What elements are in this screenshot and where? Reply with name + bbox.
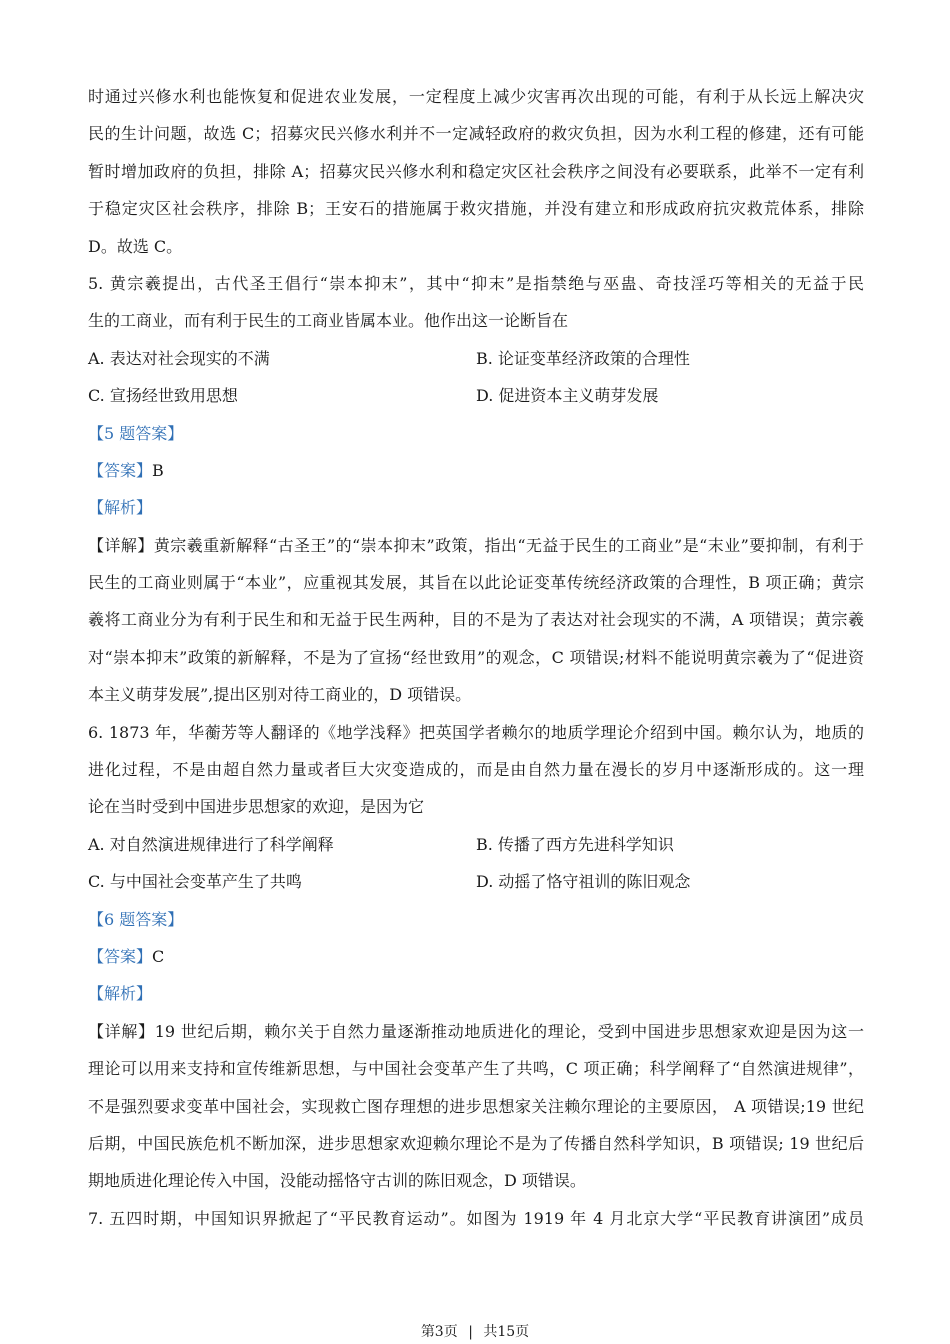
- answer-value: C: [152, 946, 165, 966]
- question-6-answer-header: 【6 题答案】: [88, 909, 184, 929]
- answer-label: 【答案】: [88, 460, 153, 480]
- question-6-options-row-2: [88, 863, 864, 900]
- question-5-options-row-2: [88, 377, 864, 414]
- page-number: 第3页: [420, 1324, 458, 1340]
- question-5-stem: 生的工商业，而有利于民生的工商业皆属本业。他作出这一论断旨在: [88, 311, 569, 331]
- question-6-detail: [88, 1013, 864, 1050]
- option-b: B. 传播了西方先进科学知识: [476, 834, 674, 854]
- question-5-detail-line: 本主义萌芽发展”,提出区别对待工商业的，D 项错误。: [88, 685, 472, 705]
- document-page: [88, 78, 864, 1237]
- detail-label: 【详解】: [88, 1021, 155, 1041]
- page-footer: [0, 1321, 950, 1341]
- detail-text: 19 世纪后期，赖尔关于自然力量逐渐推动地质进化的理论，受到中国进步思想家欢迎是因为这一: [154, 1021, 864, 1041]
- analysis-text-line: 时通过兴修水利也能恢复和促进农业发展，一定程度上减少灾害再次出现的可能，有利于从长远上解决灾: [88, 87, 864, 106]
- question-6-stem: 论在当时受到中国进步思想家的欢迎，是因为它: [88, 797, 425, 817]
- question-6-detail-line: 理论可以用来支持和宣传维新思想，与中国社会变革产生了共鸣，C 项正确；科学阐释了“自然演进规律”，: [88, 1059, 864, 1079]
- option-b: B. 论证变革经济政策的合理性: [476, 348, 690, 368]
- question-5-detail-line: 羲将工商业分为有利于民生和和无益于民生两种，目的不是为了表达对社会现实的不满，A 项错误；黄宗羲: [88, 610, 864, 630]
- question-5-detail: [88, 527, 864, 564]
- question-5-answer-header: 【5 题答案】: [88, 423, 184, 443]
- page-total: 共15页: [483, 1324, 530, 1340]
- question-6-detail-line: 期地质进化理论传入中国，没能动摇恪守古训的陈旧观念，D 项错误。: [88, 1171, 586, 1191]
- question-6-analysis-header: 【解析】: [88, 984, 153, 1004]
- analysis-text-line: 民的生计问题，故选 C；招募灾民兴修水利并不一定减轻政府的救灾负担，因为水利工程的修建，还有可能: [88, 124, 864, 144]
- question-5-detail-line: 民生的工商业则属于“本业”，应重视其发展，其旨在以此论证变革传统经济政策的合理性，B 项正确；黄宗: [88, 573, 864, 593]
- detail-label: 【详解】: [88, 535, 154, 555]
- analysis-text-line: 暂时增加政府的负担，排除 A；招募灾民兴修水利和稳定灾区社会秩序之间没有必要联系，此举不一定有利: [88, 161, 864, 181]
- question-5-detail-line: 对“崇本抑末”政策的新解释，不是为了宣扬“经世致用”的观念，C 项错误;材料不能说明黄宗羲为了“促进资: [88, 647, 864, 667]
- analysis-text-line: D。故选 C。: [88, 236, 183, 256]
- footer-separator: |: [468, 1324, 473, 1340]
- option-d: D. 促进资本主义萌芽发展: [476, 386, 659, 406]
- option-a: A. 对自然演进规律进行了科学阐释: [88, 834, 334, 854]
- question-6-stem: 进化过程，不是由超自然力量或者巨大灾变造成的，而是由自然力量在漫长的岁月中逐渐形成的。这一理: [88, 760, 864, 780]
- option-d: D. 动摇了恪守祖训的陈旧观念: [476, 872, 691, 892]
- answer-value: B: [152, 460, 164, 480]
- detail-text: 黄宗羲重新解释“古圣王”的“崇本抑末”政策，指出“无益于民生的工商业”是“末业”要抑制，有利于: [153, 535, 864, 555]
- analysis-text-line: 于稳定灾区社会秩序，排除 B；王安石的措施属于救灾措施，并没有建立和形成政府抗灾救荒体系，排除: [88, 199, 864, 219]
- question-5-answer: [88, 452, 864, 489]
- question-6-detail-line: 后期，中国民族危机不断加深，进步思想家欢迎赖尔理论不是为了传播自然科学知识，B 项错误; 19 世纪后: [88, 1133, 864, 1153]
- option-a: A. 表达对社会现实的不满: [88, 348, 270, 368]
- question-5-options-row-1: [88, 340, 864, 377]
- question-6-stem: 6. 1873 年，华蘅芳等人翻译的《地学浅释》把英国学者赖尔的地质学理论介绍到中国。赖尔认为，地质的: [88, 722, 864, 742]
- answer-label: 【答案】: [88, 946, 153, 966]
- question-7-stem: 7. 五四时期，中国知识界掀起了“平民教育运动”。如图为 1919 年 4 月北京大学“平民教育讲演团”成员: [88, 1208, 864, 1228]
- question-5-analysis-header: 【解析】: [88, 498, 153, 518]
- question-6-answer: [88, 938, 864, 975]
- question-6-options-row-1: [88, 826, 864, 863]
- option-c: C. 与中国社会变革产生了共鸣: [88, 872, 302, 892]
- question-5-stem: 5. 黄宗羲提出，古代圣王倡行“崇本抑末”，其中“抑末”是指禁绝与巫蛊、奇技淫巧等相关的无益于民: [88, 273, 864, 293]
- question-6-detail-line: 不是强烈要求变革中国社会，实现救亡图存理想的进步思想家关注赖尔理论的主要原因， A 项错误;19 世纪: [88, 1096, 864, 1116]
- option-c: C. 宣扬经世致用思想: [88, 386, 238, 406]
